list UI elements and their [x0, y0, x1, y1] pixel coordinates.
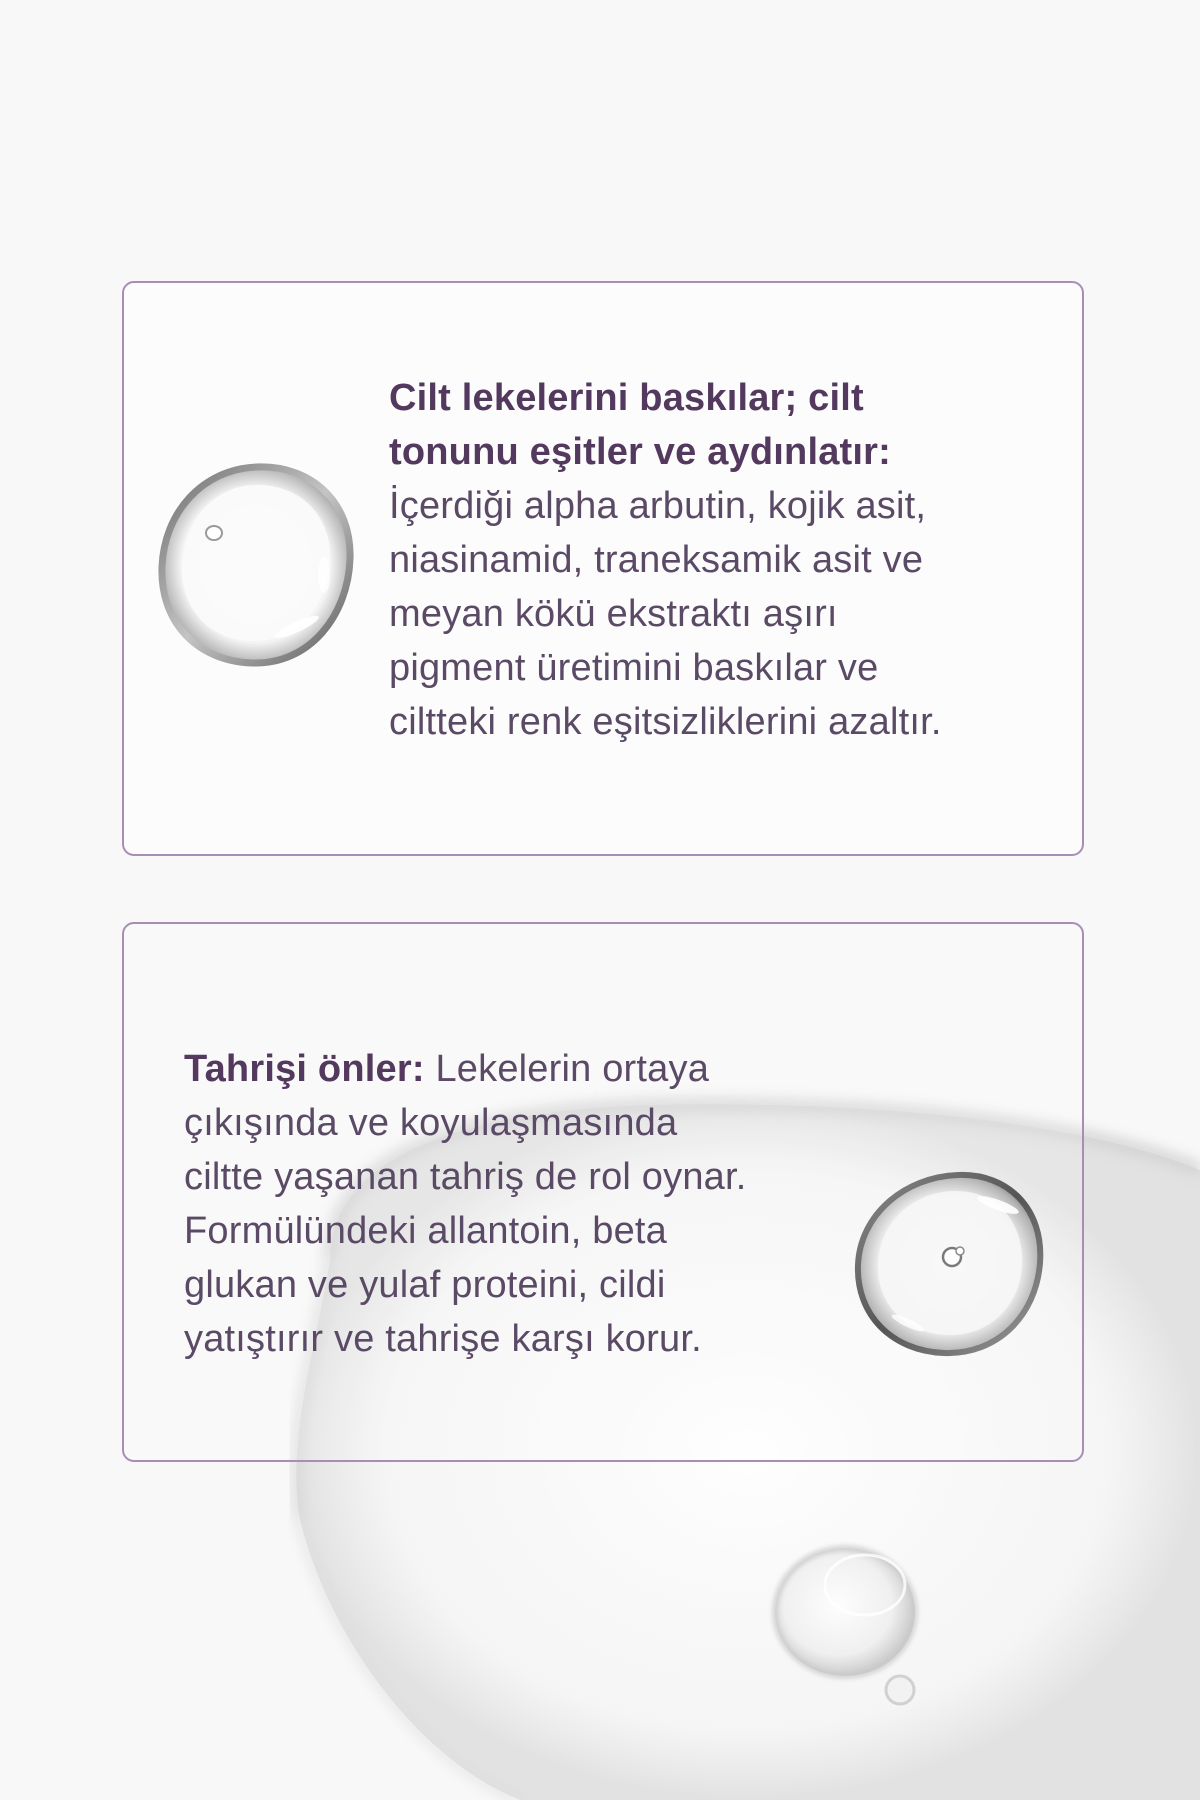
- card1-heading-line: tonunu eşitler ve aydınlatır:: [389, 431, 892, 473]
- card2-heading: Tahrişi önler:: [184, 1048, 425, 1090]
- water-droplet-icon: [848, 1165, 1048, 1365]
- card2-body-line: Formülündeki allantoin, beta: [184, 1210, 667, 1252]
- card1-body-line: ciltteki renk eşitsizliklerini azaltır.: [389, 701, 942, 743]
- card2-text: [184, 1042, 844, 1366]
- card1-text: [389, 371, 1069, 749]
- water-droplet-icon: [152, 455, 362, 675]
- card2-body-line: ciltte yaşanan tahriş de rol oynar.: [184, 1156, 747, 1198]
- card2-first-line-rest: Lekelerin ortaya: [424, 1048, 710, 1090]
- card1-body-line: İçerdiği alpha arbutin, kojik asit,: [389, 485, 927, 527]
- card2-first-line: [184, 1042, 844, 1096]
- card1-body-line: pigment üretimini baskılar ve: [389, 647, 879, 689]
- card1-heading-line: Cilt lekelerini baskılar; cilt: [389, 377, 864, 419]
- card2-body-line: çıkışında ve koyulaşmasında: [184, 1102, 678, 1144]
- card1-body-line: niasinamid, traneksamik asit ve: [389, 539, 924, 581]
- card1-body-line: meyan kökü ekstraktı aşırı: [389, 593, 838, 635]
- card2-body-line: glukan ve yulaf proteini, cildi: [184, 1264, 666, 1306]
- card2-body-line: yatıştırır ve tahrişe karşı korur.: [184, 1318, 702, 1360]
